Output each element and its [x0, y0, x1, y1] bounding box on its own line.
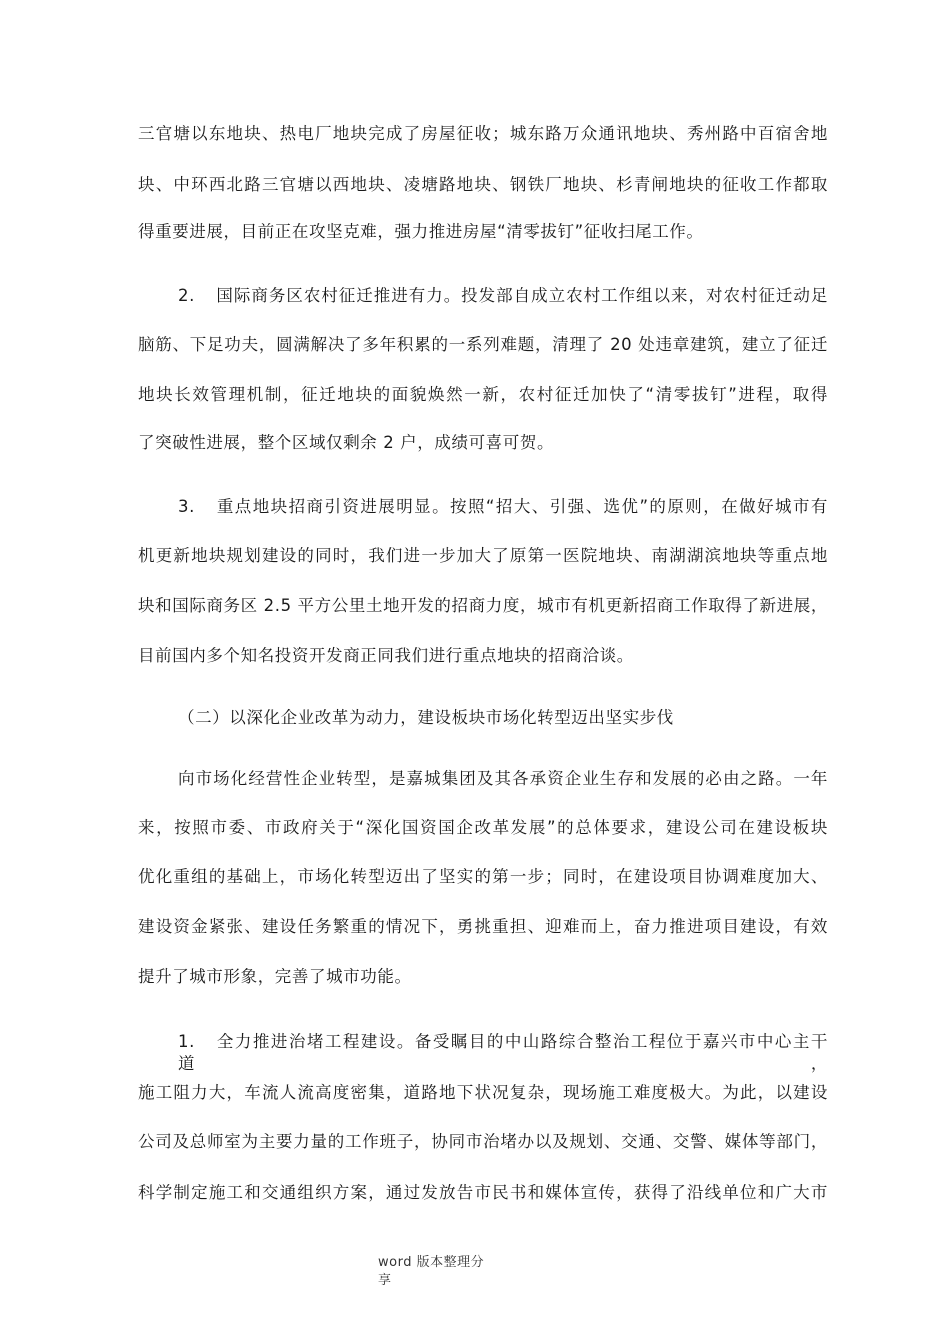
- numbered-item-line: [178, 285, 828, 307]
- text-line: 科学制定施工和交通组织方案，通过发放告市民书和媒体宣传，获得了沿线单位和广大市: [138, 1183, 828, 1202]
- text-line: 优化重组的基础上，市场化转型迈出了坚实的第一步；同时，在建设项目协调难度加大、: [138, 867, 828, 886]
- text-line: 块和国际商务区 2.5 平方公里土地开发的招商力度，城市有机更新招商工作取得了新进展，: [138, 596, 828, 615]
- text-segment: 国际商务区农村征迁推进有力。投发部自成立农村工作组以来，对农村征迁动足: [216, 286, 828, 305]
- page-footer: [378, 1254, 488, 1290]
- numbered-item-line: [178, 1031, 828, 1075]
- text-line: 建设资金紧张、建设任务繁重的情况下，勇挑重担、迎难而上，奋力推进项目建设，有效: [138, 917, 828, 936]
- text-line: 了突破性进展，整个区域仅剩余 2 户，成绩可喜可贺。: [138, 433, 555, 452]
- text-segment: 重点地块招商引资进展明显。按照“招大、引强、选优”的原则，在做好城市有: [216, 497, 828, 516]
- text-line: 机更新地块规划建设的同时，我们进一步加大了原第一医院地块、南湖湖滨地块等重点地: [138, 546, 828, 565]
- text-line: 地块长效管理机制，征迁地块的面貌焕然一新，农村征迁加快了“清零拔钉”进程，取得: [138, 385, 828, 404]
- footer-text: word 版本整理分: [378, 1255, 485, 1270]
- text-line: 公司及总师室为主要力量的工作班子，协同市治堵办以及规划、交通、交警、媒体等部门，: [138, 1132, 828, 1151]
- item-number: 1.: [178, 1032, 195, 1051]
- text-line: 脑筋、下足功夫，圆满解决了多年积累的一系列难题，清理了 20 处违章建筑，建立了征迁: [138, 335, 828, 354]
- numbered-item-line: [178, 496, 828, 518]
- text-line: 来，按照市委、市政府关于“深化国资国企改革发展”的总体要求，建设公司在建设板块: [138, 818, 828, 837]
- text-line: 施工阻力大，车流人流高度密集，道路地下状况复杂，现场施工难度极大。为此，以建设: [138, 1083, 828, 1102]
- text-line: 三官塘以东地块、热电厂地块完成了房屋征收；城东路万众通讯地块、秀州路中百宿舍地: [138, 124, 828, 143]
- text-line: 得重要进展，目前正在攻坚克难，强力推进房屋“清零拔钉”征收扫尾工作。: [138, 222, 704, 241]
- item-number: 3.: [178, 497, 195, 516]
- footer-text: 享: [378, 1273, 392, 1288]
- section-heading: （二）以深化企业改革为动力，建设板块市场化转型迈出坚实步伐: [178, 708, 674, 727]
- item-number: 2.: [178, 286, 195, 305]
- text-line: 块、中环西北路三官塘以西地块、凌塘路地块、钢铁厂地块、杉青闸地块的征收工作都取: [138, 175, 828, 194]
- text-line: 目前国内多个知名投资开发商正同我们进行重点地块的招商洽谈。: [138, 646, 634, 665]
- text-line: 向市场化经营性企业转型，是嘉城集团及其各承资企业生存和发展的必由之路。一年: [178, 769, 828, 788]
- text-line: 提升了城市形象，完善了城市功能。: [138, 967, 412, 986]
- text-segment: 全力推进治堵工程建设。备受瞩目的中山路综合整治工程位于嘉兴市中心主干道，: [178, 1032, 828, 1073]
